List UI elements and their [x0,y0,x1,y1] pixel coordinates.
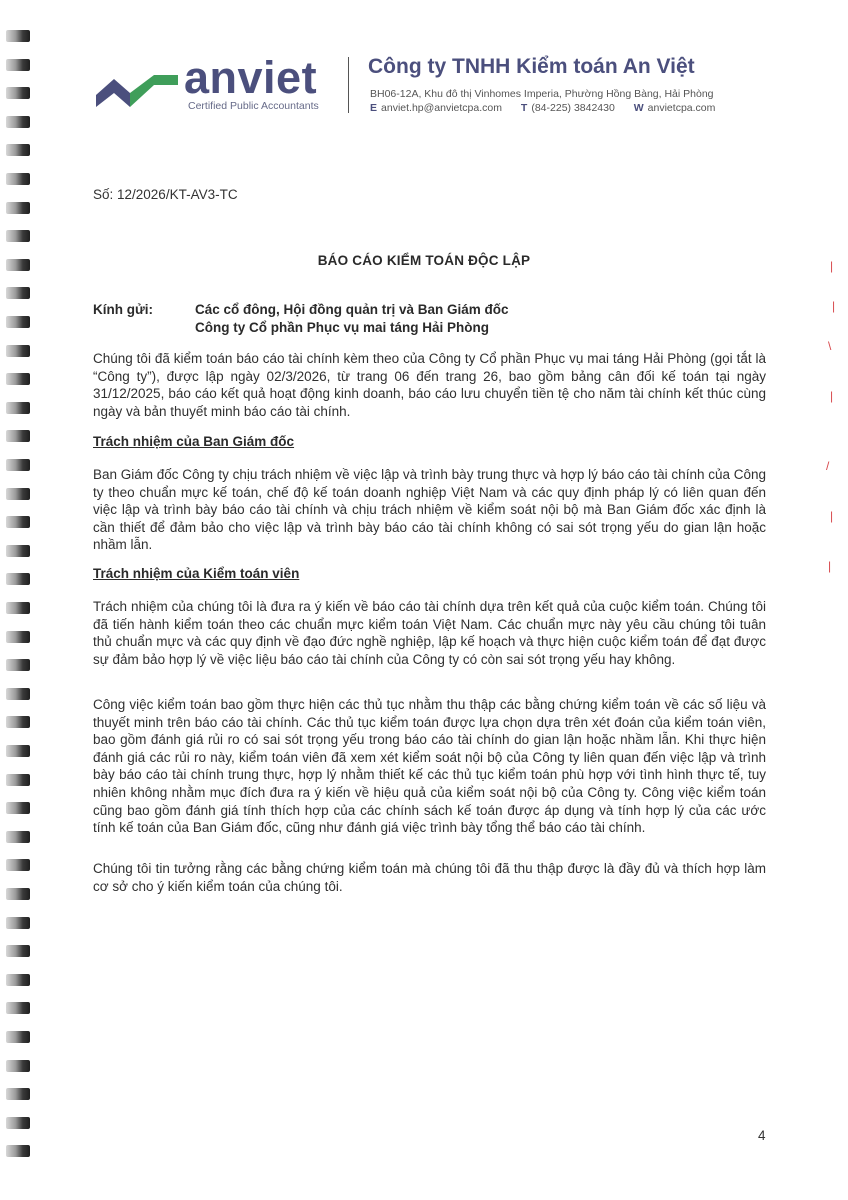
email-value[interactable]: anviet.hp@anvietcpa.com [381,102,502,114]
binding-ring [6,345,30,357]
binding-ring [6,631,30,643]
section-heading-auditor: Trách nhiệm của Kiểm toán viên [93,566,300,581]
company-name: Công ty TNHH Kiểm toán An Việt [368,55,695,78]
phone-value: (84-225) 3842430 [531,102,615,114]
binding-ring [6,1145,30,1157]
binding-ring [6,974,30,986]
binding-ring [6,516,30,528]
letterhead [96,52,746,115]
binding-ring [6,430,30,442]
binding-ring [6,774,30,786]
spiral-binding [6,30,32,1180]
binding-ring [6,373,30,385]
section-heading-management: Trách nhiệm của Ban Giám đốc [93,434,295,449]
binding-ring [6,116,30,128]
management-responsibility-paragraph: Ban Giám đốc Công ty chịu trách nhiệm về việc lập và trình bày trung thực và hợp lý báo cáo tài chính của Công ty theo chuẩn mực kế toán, chế độ kế toán doanh nghiệp Việt Nam và các quy định pháp lý có liên quan đến việc lập và trình bày báo cáo tài chính và chịu trách nhiệm về kiểm soát nội bộ mà Ban Giám đốc xác định là cần thiết để đảm bảo cho việc lập và trình bày báo cáo tài chính không có sai sót trọng yếu do gian lận hoặc nhầm lẫn. [93,467,767,553]
binding-ring [6,59,30,71]
binding-ring [6,1060,30,1072]
binding-ring [6,888,30,900]
phone-label: T [520,102,528,114]
binding-ring [6,144,30,156]
company-address: BH06-12A, Khu đô thị Vinhomes Imperia, Phường Hồng Bàng, Hải Phòng [370,88,714,100]
document-title-text: BÁO CÁO KIỂM TOÁN ĐỘC LẬP [317,253,531,268]
scan-edge-marks: | | \ | / | | [826,259,836,573]
binding-ring [6,716,30,728]
binding-ring [6,802,30,814]
brand-tagline: Certified Public Accountants [188,100,319,112]
anviet-logo-icon [96,67,178,107]
binding-ring [6,173,30,185]
binding-ring [6,602,30,614]
binding-ring [6,831,30,843]
email-label: E [370,102,378,114]
binding-ring [6,545,30,557]
binding-ring [6,1031,30,1043]
binding-ring [6,287,30,299]
brand-name: anviet [184,52,318,103]
binding-ring [6,573,30,585]
binding-ring [6,488,30,500]
binding-ring [6,659,30,671]
website-value[interactable]: anvietcpa.com [647,102,716,114]
binding-ring [6,30,30,42]
auditor-responsibility-paragraph-1: Trách nhiệm của chúng tôi là đưa ra ý kiến về báo cáo tài chính dựa trên kết quả của cuộc kiểm toán. Chúng tôi đã tiến hành kiểm toán theo các chuẩn mực kiểm toán Việt Nam. Các chuẩn mực này yêu cầu chúng tôi tuân thủ chuẩn mực và các quy định về đạo đức nghề nghiệp, lập kế hoạch và thực hiện cuộc kiểm toán để đạt được sự đảm bảo hợp lý về việc liệu báo cáo tài chính của Công ty có còn sai sót trọng yếu hay không. [93,599,766,667]
company-contact [370,102,715,114]
header-divider [348,57,349,113]
binding-ring [6,202,30,214]
addressee-line-1: Các cổ đông, Hội đồng quản trị và Ban Giám đốc [195,302,509,317]
intro-paragraph: Chúng tôi đã kiểm toán báo cáo tài chính kèm theo của Công ty Cổ phần Phục vụ mai táng Hải Phòng (gọi tắt là “Công ty”), được lập ngày 02/3/2026, từ trang 06 đến trang 26, bao gồm bảng cân đối kế toán tại ngày 31/12/2025, báo cáo kết quả hoạt động kinh doanh, báo cáo lưu chuyển tiền tệ cho năm tài chính kết thúc cùng ngày và bản thuyết minh báo cáo tài chính. [93,351,766,419]
reference-number: Số: 12/2026/KT-AV3-TC [93,187,238,202]
binding-ring [6,1088,30,1100]
binding-ring [6,945,30,957]
binding-ring [6,1117,30,1129]
binding-ring [6,230,30,242]
binding-ring [6,316,30,328]
addressee-line-2: Công ty Cổ phần Phục vụ mai táng Hải Phòng [195,320,490,335]
auditor-responsibility-paragraph-2: Công việc kiểm toán bao gồm thực hiện các thủ tục nhằm thu thập các bằng chứng kiểm toán về các số liệu và thuyết minh trên báo cáo tài chính. Các thủ tục kiểm toán được lựa chọn dựa trên xét đoán của kiểm toán viên, bao gồm đánh giá rủi ro có sai sót trọng yếu trong báo cáo tài chính do gian lận hoặc nhầm lẫn. Khi thực hiện đánh giá các rủi ro này, kiểm toán viên đã xem xét kiểm soát nội bộ của Công ty liên quan đến việc lập và trình bày báo cáo tài chính trung thực, hợp lý nhằm thiết kế các thủ tục kiểm toán phù hợp với tình hình thực tế, tuy nhiên không nhằm mục đích đưa ra ý kiến về hiệu quả của kiểm soát nội bộ của Công ty. Công việc kiểm toán cũng bao gồm đánh giá tính thích hợp của các chính sách kế toán được áp dụng và tính hợp lý của các ước tính kế toán của Ban Giám đốc, cũng như đánh giá việc trình bày tổng thể báo cáo tài chính. [93,697,766,836]
binding-ring [6,859,30,871]
binding-ring [6,402,30,414]
addressee-label: Kính gửi: [93,302,154,317]
binding-ring [6,1002,30,1014]
document-title [0,253,848,268]
binding-ring [6,917,30,929]
binding-ring [6,688,30,700]
page-number: 4 [758,1128,766,1143]
auditor-responsibility-paragraph-3: Chúng tôi tin tưởng rằng các bằng chứng kiểm toán mà chúng tôi đã thu thập được là đầy đủ và thích hợp làm cơ sở cho ý kiến kiểm toán của chúng tôi. [93,861,766,894]
binding-ring [6,459,30,471]
binding-ring [6,87,30,99]
binding-ring [6,745,30,757]
web-label: W [633,102,644,114]
